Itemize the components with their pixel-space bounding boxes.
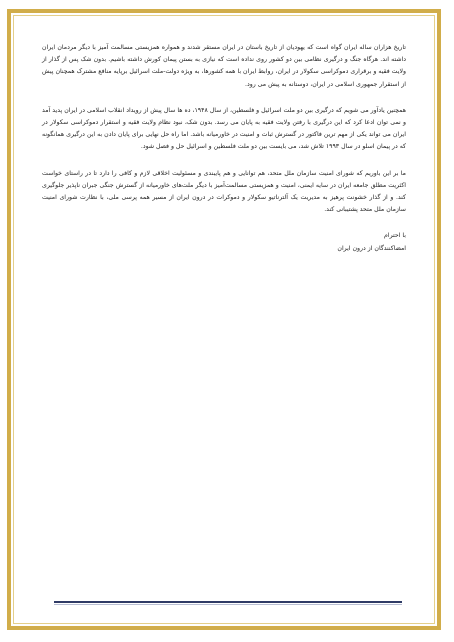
letter-body: [42, 42, 406, 255]
footer-divider-shadow: [54, 604, 402, 605]
paragraph-conflict: همچنین یادآور می شویم که درگیری بین دو ملت اسرائیل و فلسطین، از سال ۱۹۴۸، ده ها سال پیش از رویداد انقلاب اسلامی در ایران پدید آمد و نمی توان ادعا کرد که این درگیری با رفتن ولایت فقیه به پایان می رسد. بدون شک، نبود نظام ولایت فقیه و استقرار دموکراسی سکولار در ایران می تواند یکی از مهم ترین فاکتور در گسترش ثبات و امنیت در خاورمیانه باشد. اما راه حل نهایی برای پایان دادن به این درگیری همانگونه که در پیمان اسلو در سال ۱۹۹۳ تلاش شد، می بایست بین دو ملت فلسطین و اسرائیل حل و فصل شود.: [42, 106, 406, 151]
paragraph-security-council: ما بر این باوریم که شورای امنیت سازمان ملل متحد، هم توانایی و هم پایبندی و مسئولیت اخلاقی لازم و کافی را دارد تا در راستای خواست اکثریت مطلق جامعه ایران در سایه ایمنی، امنیت و همزیستی مسالمت‌آمیز با دیگر ملت‌های خاورمیانه از گسترش جنگی جبران ناپذیر جلوگیری کند. و از گذار خشونت پرهیز به مدیریت یک آلترناتیو سکولار و دموکرات در درون ایران از مسیر همه پرسی ملی، با نظارت شورای امنیت سازمان ملل متحد پشتیبانی کند.: [42, 169, 406, 214]
closing-salutation: با احترام: [384, 232, 406, 240]
footer-divider: [54, 601, 402, 603]
signature-line: امضاکنندگان از درون ایران: [337, 244, 406, 252]
paragraph-history: تاریخ هزاران ساله ایران گواه است که یهودیان از تاریخ باستان در ایران مستقر شدند و همواره همزیستی مسالمت آمیز با دیگر مردمان ایران داشته اند. هرگاه جنگ و درگیری نظامی بین دو کشور روی نداده است که نیازی به بستن پیمان کورش داشته باشیم. بدون شک پس از گذار از ولایت فقیه و برقراری دموکراسی سکولار در ایران، روابط ایران با همه کشورها، به ویژه دولت-ملت اسرائیل برپایه منافع مشترک همچنان پیش از استقرار جمهوری اسلامی در ایران، دوستانه به پیش می رود.: [42, 44, 406, 88]
